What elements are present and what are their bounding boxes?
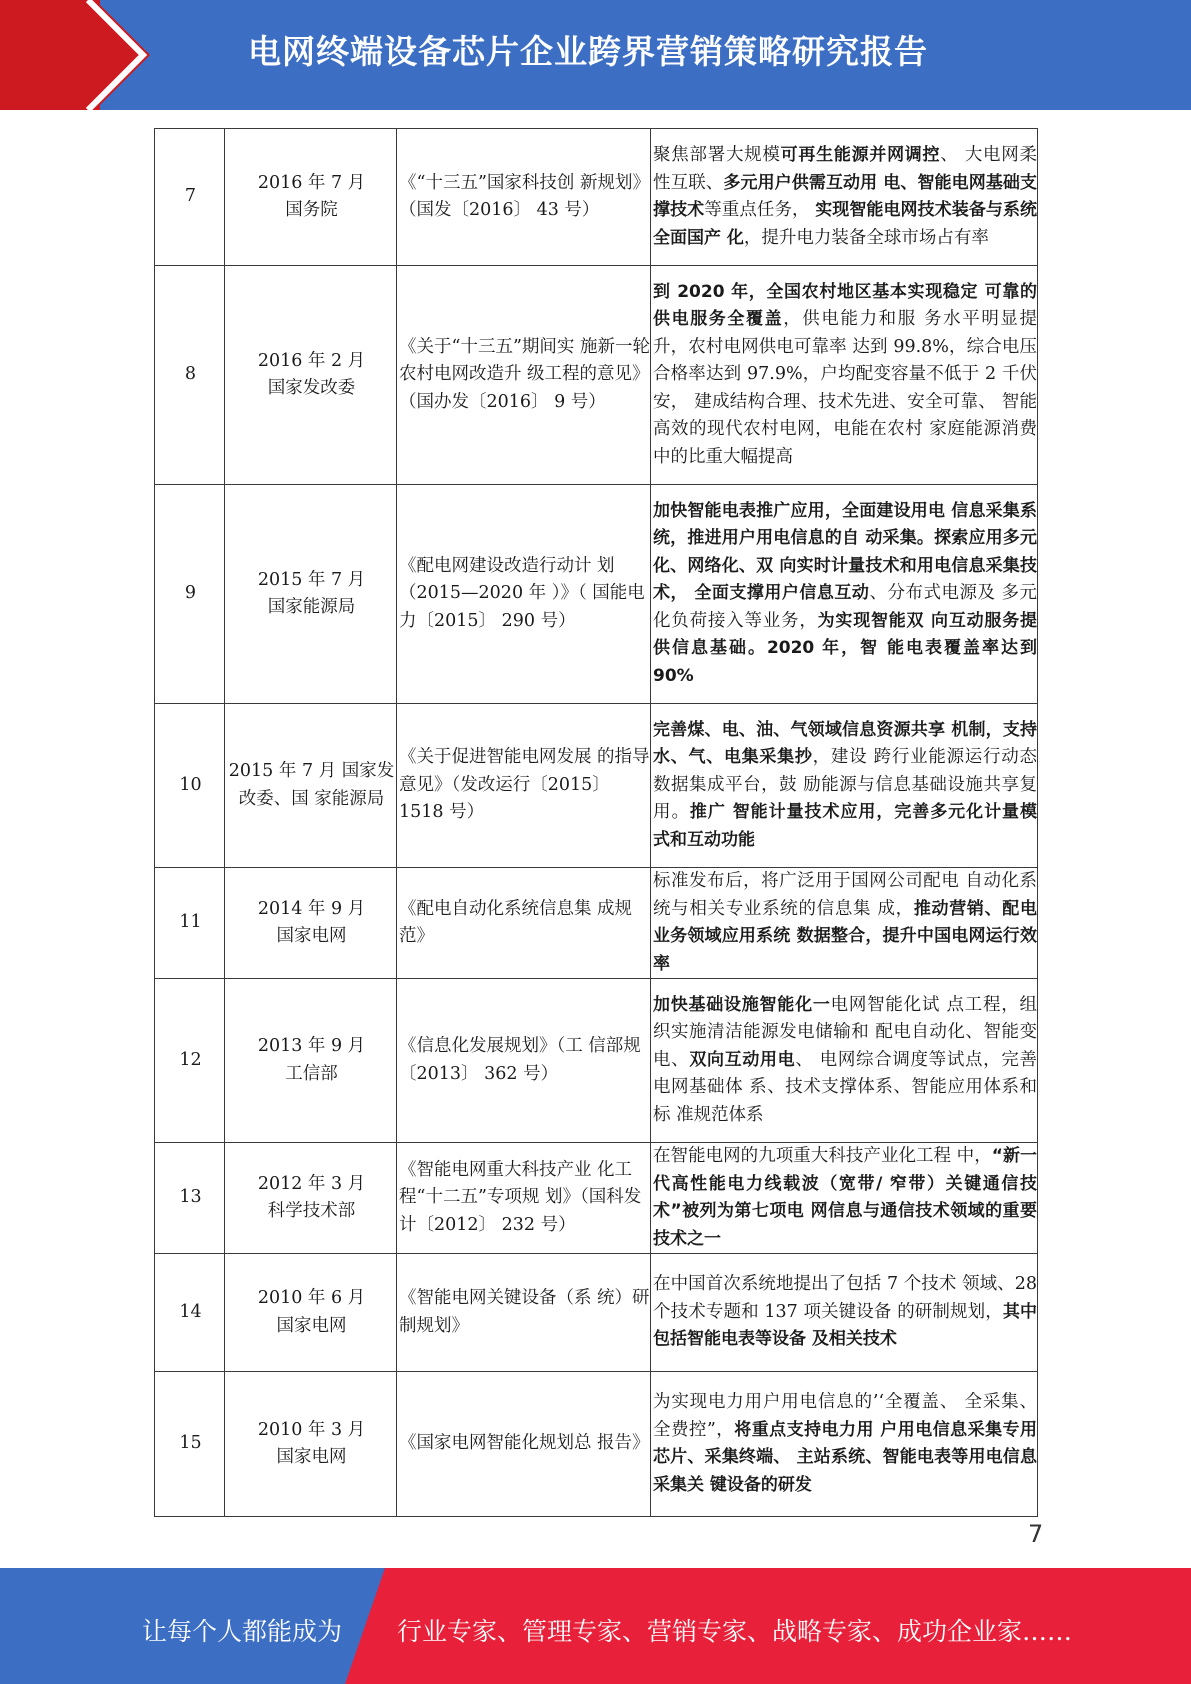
table-row: [155, 1254, 1038, 1372]
highlight-text: 其中包括智能电表等设备 及相关技术: [653, 1301, 1038, 1350]
issuer-line: 国家电网: [276, 1315, 347, 1336]
table-row: [155, 1372, 1038, 1517]
date-issuer: [225, 979, 397, 1143]
date-line: 2015 年 7 月: [257, 569, 366, 590]
highlight-text: 可再生能源并网调控: [780, 145, 941, 165]
date-line: 2016 年 2 月: [257, 350, 366, 371]
row-number: 7: [155, 129, 225, 266]
table-row: [155, 129, 1038, 266]
policy-document: 《关于促进智能电网发展 的指导意见》（发改运行〔2015〕1518 号）: [397, 704, 651, 868]
policy-document: 《“十三五”国家科技创 新规划》（国发〔2016〕 43 号）: [397, 129, 651, 266]
content-text: 在智能电网的九项重大科技产业化工程 中，: [653, 1146, 992, 1166]
policy-document: 《配电网建设改造行动计 划（2015—2020 年 ）》（ 国能电力〔2015〕 290 号）: [397, 485, 651, 704]
policy-content: [651, 1143, 1038, 1254]
row-number: 12: [155, 979, 225, 1143]
policy-document: 《信息化发展规划》（工 信部规〔2013〕 362 号）: [397, 979, 651, 1143]
highlight-text: 推广 智能计量技术应用，完善多元化计量模 式和互动功能: [653, 802, 1038, 850]
date-line: 2010 年 3 月: [257, 1419, 366, 1440]
content-text: 在中国首次系统地提出了包括 7 个技术 领域、28 个技术专题和 137 项关键设备 的研制规划，: [653, 1274, 1037, 1322]
date-issuer: [225, 1254, 397, 1372]
highlight-text: “新一代高性能电力线载波（宽带/ 窄带）关键通信技术”被列为第七项电 网信息与通信技术领域的重要技术之一: [653, 1146, 1037, 1249]
highlight-text: 加快基础设施智能化一: [653, 994, 831, 1015]
date-issuer: [225, 485, 397, 704]
report-title: 电网终端设备芯片企业跨界营销策略研究报告: [248, 32, 928, 71]
date-line: 2010 年 6 月: [257, 1288, 366, 1308]
row-number: 14: [155, 1254, 225, 1372]
policy-document: 《配电自动化系统信息集 成规范》: [397, 868, 651, 979]
content-text: 标准发布后，将广泛用于国网公司配电 自动化系统与相关专业系统的信息集 成，: [653, 871, 1037, 919]
row-number: 9: [155, 485, 225, 704]
issuer-line: 工信部: [285, 1063, 338, 1084]
table-row: [155, 1143, 1038, 1254]
highlight-text: 到 2020 年，全国农村地区基本实现稳定 可靠的供电服务全覆盖: [653, 281, 1037, 330]
date-line: 2012 年 3 月: [257, 1173, 366, 1194]
policy-content: [651, 979, 1038, 1143]
table-row: [155, 704, 1038, 868]
date-issuer: [225, 129, 397, 266]
policy-content: [651, 704, 1038, 868]
policy-document: 《智能电网关键设备（系 统）研制规划》: [397, 1254, 651, 1372]
issuer-line: 国家发改委: [267, 378, 356, 398]
row-number: 8: [155, 266, 225, 485]
policy-document: 《关于“十三五”期间实 施新一轮农村电网改造升 级工程的意见》（国办发〔2016〕 9 号）: [397, 266, 651, 485]
content-text: 聚焦部署大规模: [653, 145, 781, 165]
policy-content: [651, 485, 1038, 704]
table-row: [155, 485, 1038, 704]
date-issuer: [225, 704, 397, 868]
row-number: 10: [155, 704, 225, 868]
header-arrow-icon: [0, 0, 160, 110]
date-issuer: [225, 266, 397, 485]
date-line: 2015 年 7 月 国家发改委、国 家能源局: [228, 761, 395, 809]
issuer-line: 科学技术部: [267, 1201, 356, 1221]
highlight-text: 双向互动用电: [689, 1049, 796, 1070]
issuer-line: 国务院: [285, 200, 338, 220]
page-header: [0, 0, 1191, 110]
policy-content: [651, 266, 1038, 485]
content-text: 、 大电网柔性互联、: [653, 145, 1038, 193]
highlight-text: 将重点支持电力用 户用电信息采集专用芯片、采集终端、 主站系统、智能电表等用电信息采集关 键设备的研发: [653, 1419, 1037, 1495]
highlight-text: 为实现智能双 向互动服务提供信息基础。2020 年，智 能电表覆盖率达到 90%: [653, 610, 1038, 686]
table-row: [155, 266, 1038, 485]
content-text: 、 电网综合调度等试点，完善电网基础体 系、技术支撑体系、智能应用体系和标 准规范体系: [653, 1049, 1038, 1125]
highlight-text: 推动营销、配电业务领域应用系统 数据整合，提升中国电网运行效率: [653, 898, 1037, 974]
policy-content: [651, 868, 1038, 979]
issuer-line: 国家电网: [276, 926, 347, 946]
row-number: 13: [155, 1143, 225, 1254]
highlight-text: 多元用户供需互动用 电、智能电网基础支撑技术: [653, 172, 1038, 220]
date-issuer: [225, 1372, 397, 1517]
content-text: ，供电能力和服 务水平明显提升，农村电网供电可靠率 达到 99.8%，综合电压合格率达到 97.9%，户均配变容量不低于 2 千伏安， 建成结构合理、技术先进、安全可靠、 智能高效的现代农村电网，电能在农村 家庭能源消费中的比重大幅提高: [653, 309, 1038, 467]
content-text: 、分布式电源及 多元化负荷接入等业务，: [653, 583, 1038, 631]
policy-content: [651, 1254, 1038, 1372]
date-line: 2014 年 9 月: [257, 898, 366, 919]
row-number: 15: [155, 1372, 225, 1517]
content-text: 电网智能化试 点工程，组织实施清洁能源发电储输和 配电自动化、智能变电、: [653, 994, 1038, 1070]
page-footer: [0, 1568, 1191, 1684]
date-line: 2016 年 7 月: [257, 172, 366, 193]
content-text: ，建设 跨行业能源运行动态数据集成平台，鼓 励能源与信息基础设施共享复用。: [653, 747, 1038, 823]
policy-table: [154, 128, 1038, 1517]
highlight-text: 完善煤、电、油、气领域信息资源共享 机制，支持水、气、电集采集抄: [653, 719, 1037, 768]
policy-document: 《国家电网智能化规划总 报告》: [397, 1372, 651, 1517]
issuer-line: 国家能源局: [267, 597, 356, 617]
date-issuer: [225, 868, 397, 979]
footer-slogan-right: 行业专家、管理专家、营销专家、战略专家、成功企业家……: [397, 1617, 1073, 1646]
highlight-text: 加快智能电表推广应用，全面建设用电 信息采集系统，推进用户用电信息的自 动采集。探索应用多元化、网络化、双 向实时计量技术和用电信息采集技术， 全面支撑用户信息互动: [653, 500, 1037, 604]
date-issuer: [225, 1143, 397, 1254]
issuer-line: 国家电网: [276, 1447, 347, 1467]
highlight-text: 实现智能电网技术装备与系统全面国产 化: [653, 200, 1038, 248]
footer-slogan-left: 让每个人都能成为: [142, 1617, 343, 1646]
table-row: [155, 868, 1038, 979]
row-number: 11: [155, 868, 225, 979]
date-line: 2013 年 9 月: [257, 1036, 366, 1056]
policy-content: [651, 1372, 1038, 1517]
page-number: 7: [1028, 1520, 1044, 1548]
policy-document: 《智能电网重大科技产业 化工程“十二五”专项规 划》（国科发计〔2012〕 232 号）: [397, 1143, 651, 1254]
content-text: 等重点任务，: [704, 200, 816, 220]
policy-content: [651, 129, 1038, 266]
table-row: [155, 979, 1038, 1143]
content-text: ，提升电力装备全球市场占有率: [743, 227, 989, 248]
content-text: 为实现电力用户用电信息的’‘全覆盖、 全采集、全费控”，: [653, 1392, 1037, 1440]
